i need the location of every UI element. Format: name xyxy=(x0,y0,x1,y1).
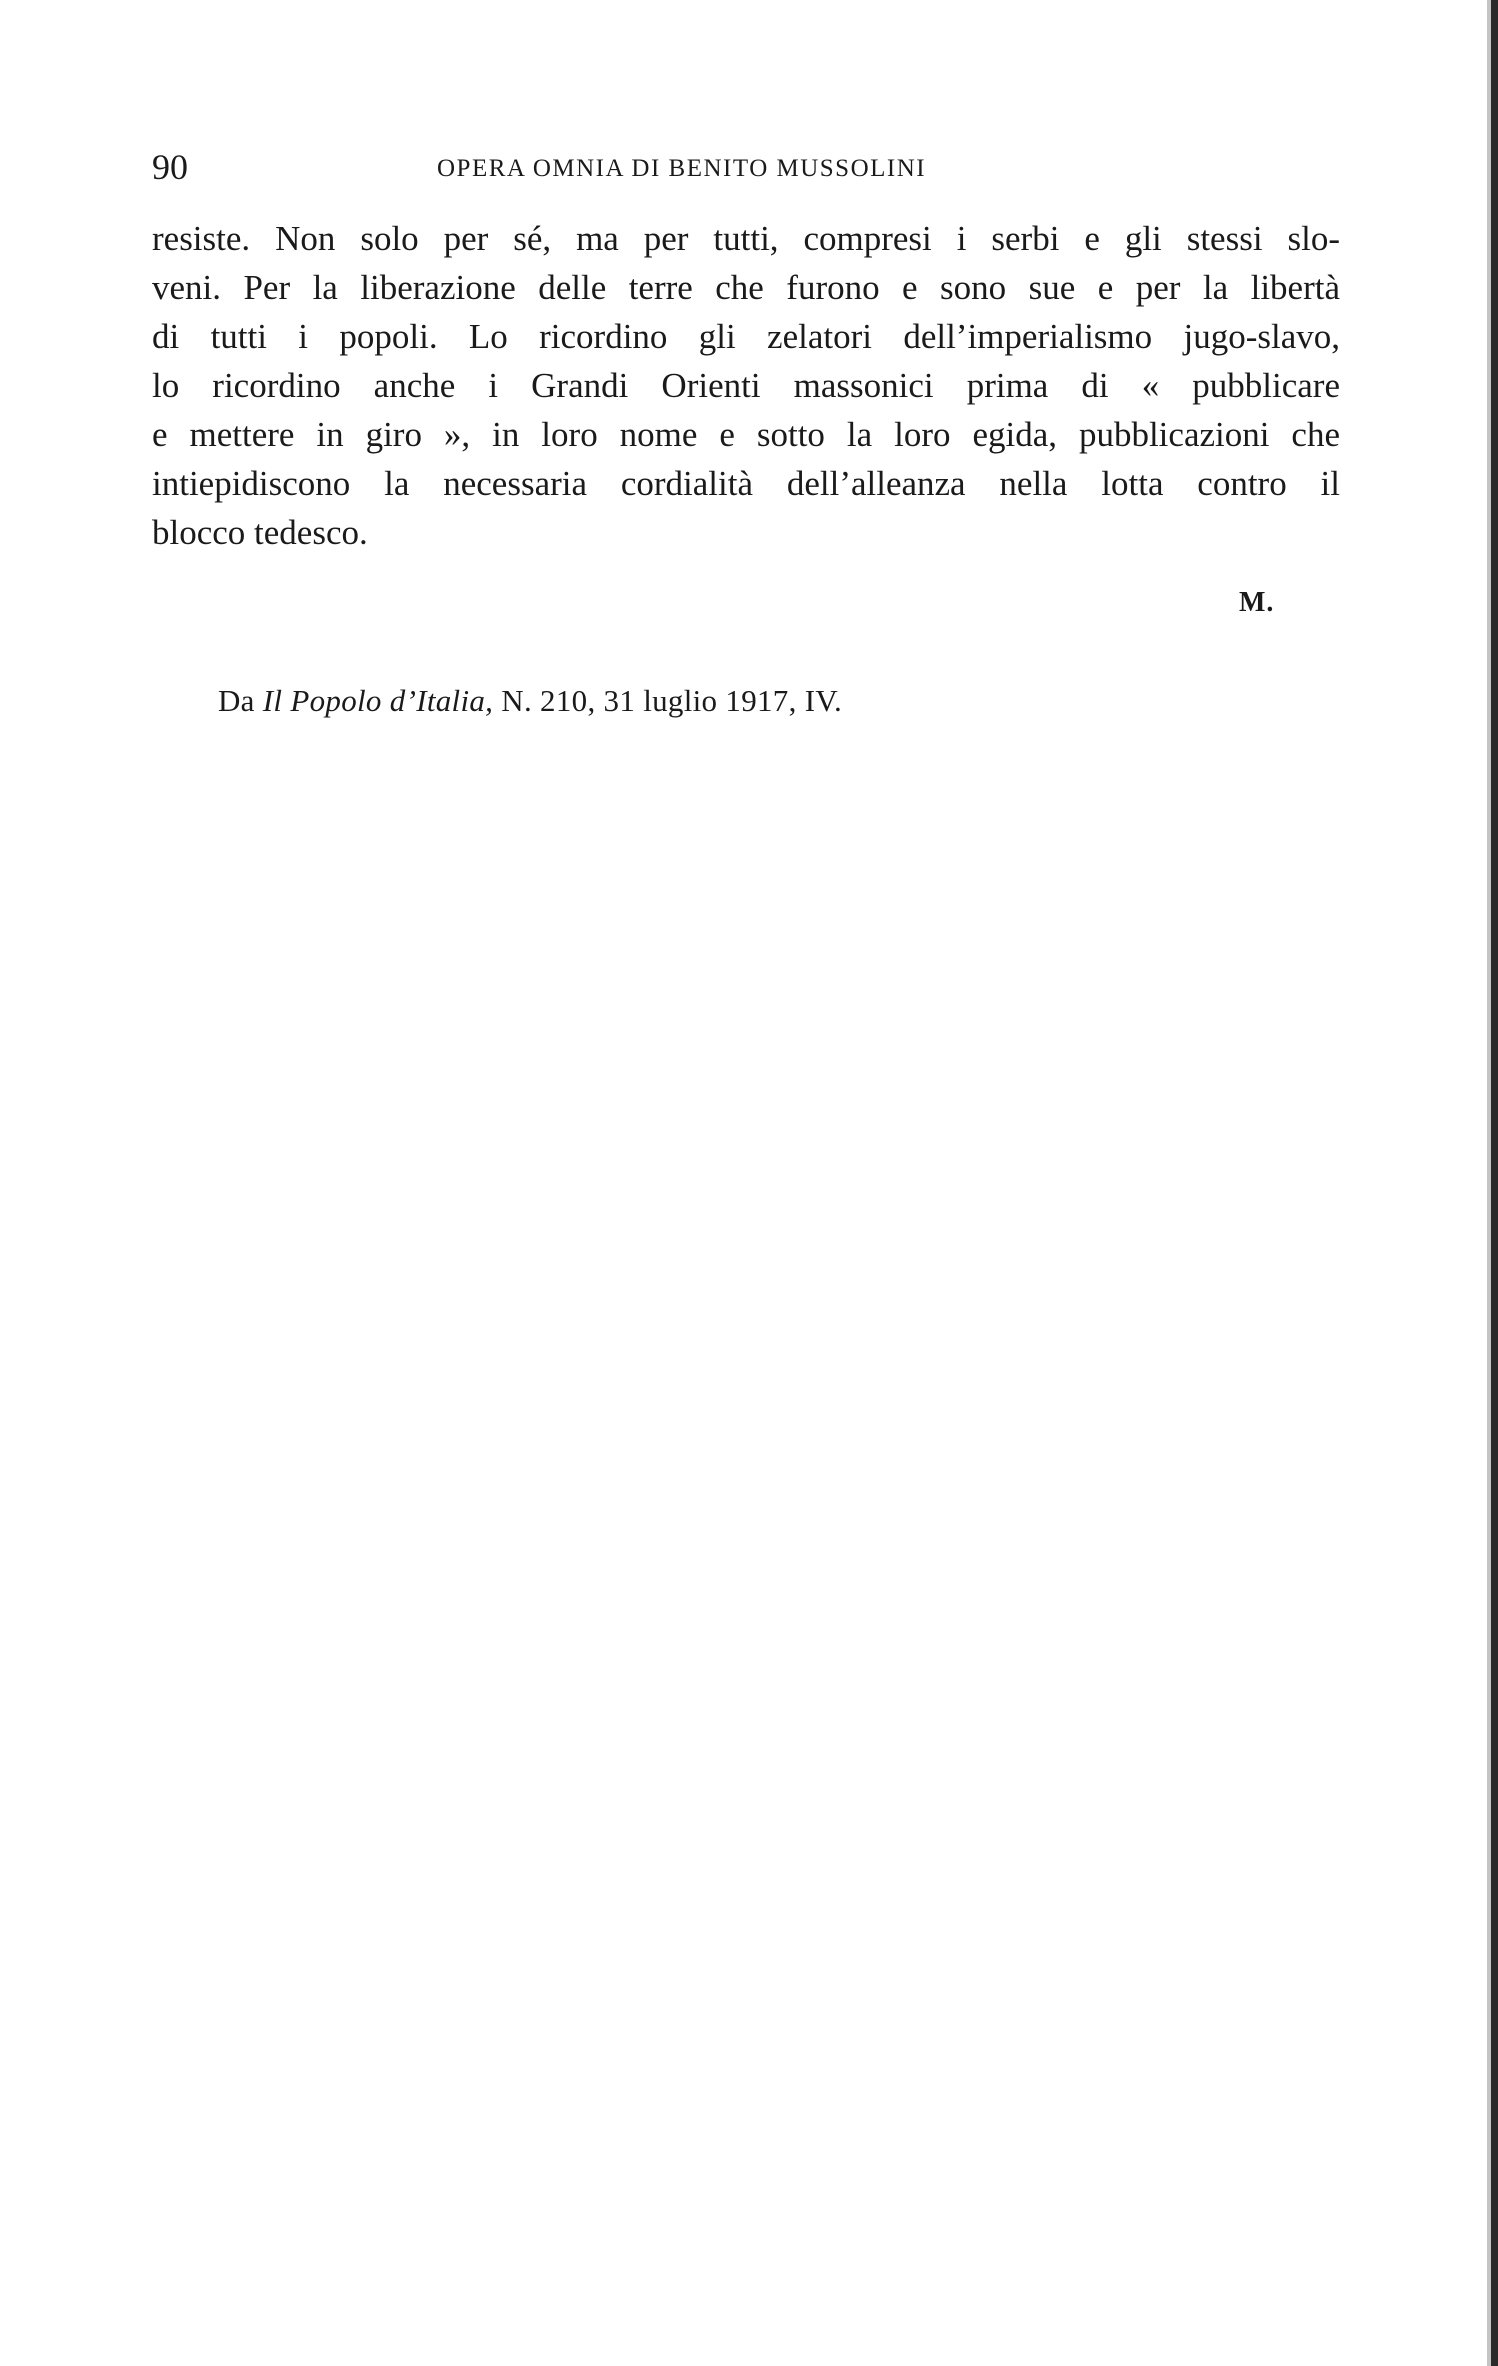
author-signature: M. xyxy=(1239,587,1275,618)
text-line: intiepidiscono la necessaria cordialità dell’alleanza nella lotta contro il xyxy=(152,464,1340,503)
text-line: lo ricordino anche i Grandi Orienti massonici prima di « pubblicare xyxy=(152,366,1340,405)
article-text xyxy=(152,214,1340,557)
running-title: OPERA OMNIA DI BENITO MUSSOLINI xyxy=(437,155,927,182)
text-line: blocco tedesco. xyxy=(152,513,368,552)
page-edge-shadow xyxy=(1482,0,1498,2366)
text-line: veni. Per la liberazione delle terre che furono e sono sue e per la libertà xyxy=(152,268,1340,307)
publication-title: Il Popolo d’Italia, xyxy=(262,683,494,718)
source-details: N. 210, 31 luglio 1917, IV. xyxy=(493,683,843,718)
page-number: 90 xyxy=(152,147,188,187)
source-prefix: Da xyxy=(218,683,263,718)
running-head xyxy=(152,142,1277,192)
text-line: di tutti i popoli. Lo ricordino gli zelatori dell’imperialismo jugo-slavo, xyxy=(152,317,1340,356)
source-citation xyxy=(218,678,842,724)
text-line: e mettere in giro », in loro nome e sotto la loro egida, pubblicazioni che xyxy=(152,415,1340,454)
text-line: resiste. Non solo per sé, ma per tutti, compresi i serbi e gli stessi slo- xyxy=(152,219,1340,258)
